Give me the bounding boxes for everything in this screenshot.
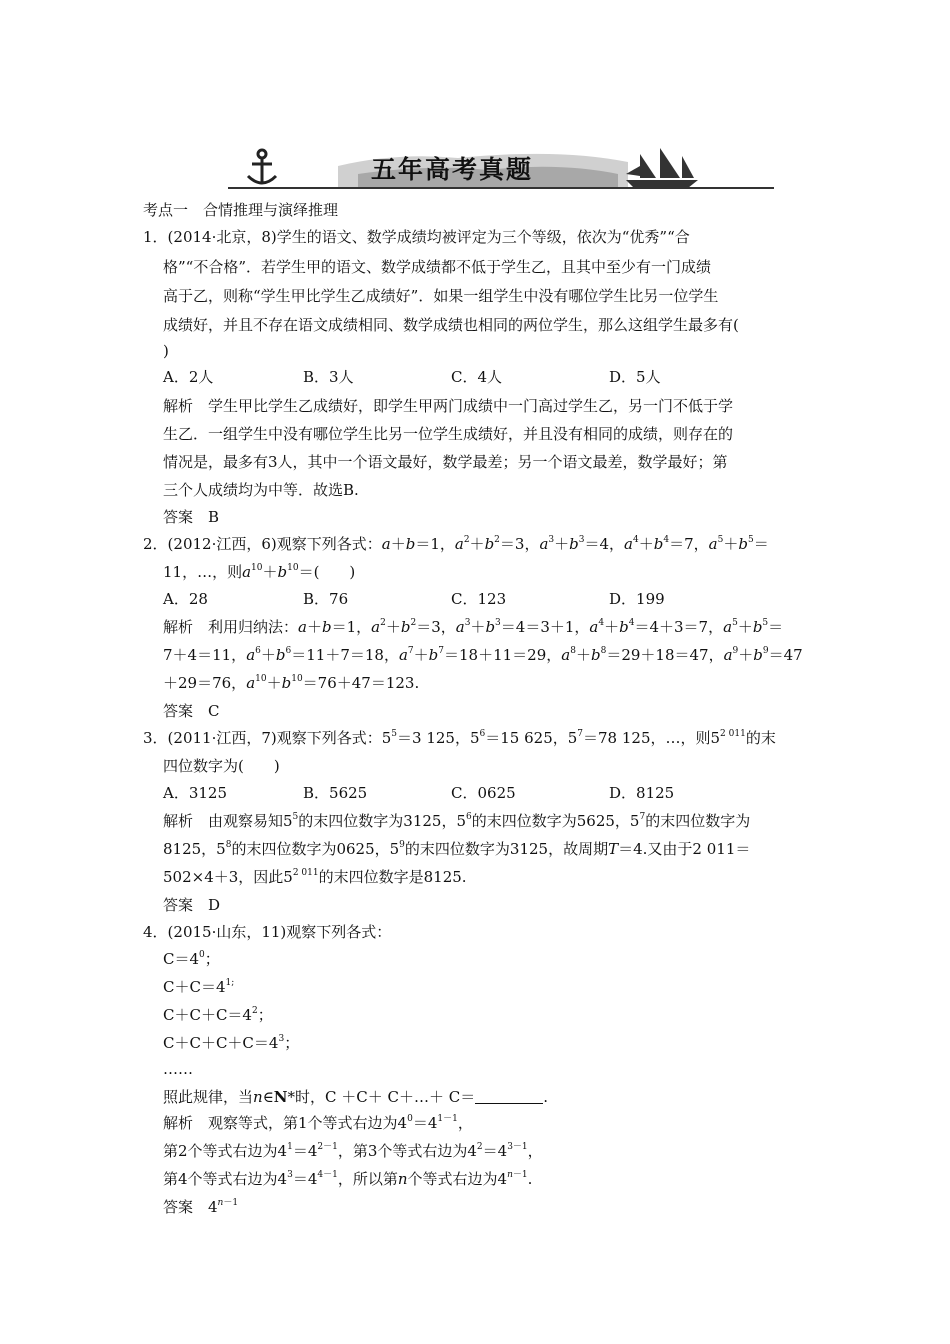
q2-option-d: D．199: [609, 590, 665, 608]
q1-line-4: 成绩好，并且不存在语文成绩相同、数学成绩也相同的两位学生，那么这组学生最多有(: [163, 316, 739, 334]
q2-analysis-2: 7＋4＝11，$a^6+b^6=11+7=18$，$a^7+b^7=18+11=29$，$a^8+b^8=29+18=47$，$a^9+b^9=47$: [163, 646, 803, 664]
q3-line-1: 3．(2011·江西，7)观察下列各式：$5^5=3$ 125，$5^6=15$ 625，$5^7=78$ 125，…，则$5^{2 011}$的末: [143, 729, 776, 747]
q4-formula-4: $C+C+C+C=4^3$；: [163, 1034, 300, 1052]
q4-formula-3: $C+C+C=4^2$；: [163, 1006, 273, 1024]
q2-line-2: 11，…，则$a^{10}+b^{10}=$( ): [163, 563, 356, 581]
q2-option-b: B．76: [303, 590, 349, 608]
q1-option-c: C．4人: [451, 368, 503, 386]
q4-analysis-3: 第4个等式右边为$4^3=4^{4-1}$，所以第n个等式右边为$4^{n-1}$.: [163, 1170, 533, 1188]
q1-answer: 答案 B: [163, 508, 220, 526]
q1-analysis-3: 情况是，最多有3人，其中一个语文最好，数学最差；另一个语文最差，数学最好；第: [163, 453, 728, 471]
q1-line-2: 格”“不合格”．若学生甲的语文、数学成绩都不低于学生乙，且其中至少有一门成绩: [163, 258, 712, 276]
q1-analysis-2: 生乙．一组学生中没有哪位学生比另一位学生成绩好，并且没有相同的成绩，则存在的: [163, 425, 734, 443]
q2-option-c: C．123: [451, 590, 507, 608]
q1-analysis-1: 解析 学生甲比学生乙成绩好，即学生甲两门成绩中一门高过学生乙，另一门不低于学: [163, 397, 734, 415]
q1-line-3: 高于乙，则称“学生甲比学生乙成绩好”．如果一组学生中没有哪位学生比另一位学生: [163, 287, 719, 305]
q4-line-1: 4．(2015·山东，11)观察下列各式：: [143, 923, 392, 941]
q4-analysis-1: 解析 观察等式，第1个等式右边为$4^0=4^{1-1}$，: [163, 1114, 473, 1132]
q4-analysis-2: 第2个等式右边为$4^1=4^{2-1}$，第3个等式右边为$4^2=4^{3-1}$，: [163, 1142, 543, 1160]
q1-line-5: ): [163, 342, 169, 360]
q3-line-2: 四位数字为( ): [163, 757, 280, 775]
q1-analysis-4: 三个人成绩均为中等．故选B.: [163, 481, 359, 499]
q2-analysis-3: ＋29＝76，$a^{10}+b^{10}=76+47=123$.: [163, 674, 420, 692]
q1-option-d: D．5人: [609, 368, 661, 386]
q4-question: 照此规律，当n∈N*时，C ＋C＋ C＋…＋ C＝ .: [163, 1088, 549, 1106]
q1-option-b: B．3人: [303, 368, 354, 386]
answer-blank: [475, 1089, 543, 1104]
q2-line-1: 2．(2012·江西，6)观察下列各式：a＋b＝1，$a^2+b^2=3$，$a^3+b^3=4$，$a^4+b^4=7$，$a^5+b^5=$: [143, 535, 769, 553]
q3-analysis-2: 8125，$5^8$的末四位数字为0625，$5^9$的末四位数字为3125，故周期T＝4.又由于2 011＝: [163, 840, 751, 858]
q4-dots: ……: [163, 1060, 193, 1078]
q4-formula-2: $C+C=4^{1;}$: [163, 978, 235, 996]
anchor-icon: [248, 150, 276, 184]
q4-answer: 答案 $4^{n-1}$: [163, 1198, 239, 1216]
q3-analysis-3: 502×4＋3，因此$5^{2 011}$的末四位数字是8125.: [163, 868, 467, 886]
q4-formula-1: $C=4^0$；: [163, 950, 220, 968]
q1-option-a: A．2人: [163, 368, 214, 386]
q2-answer: 答案 C: [163, 702, 220, 720]
q3-option-b: B．5625: [303, 784, 368, 802]
ship-icon: [626, 148, 698, 188]
q3-answer: 答案 D: [163, 896, 221, 914]
q1-line-1: 1．(2014·北京，8)学生的语文、数学成绩均被评定为三个等级，依次为“优秀”“合: [143, 228, 690, 246]
q3-analysis-1: 解析 由观察易知$5^5$的末四位数字为3125，$5^6$的末四位数字为5625，$5^7$的末四位数字为: [163, 812, 751, 830]
q3-option-d: D．8125: [609, 784, 675, 802]
q4-answer-label: 答案 4: [163, 1198, 218, 1216]
q3-option-a: A．3125: [163, 784, 228, 802]
q2-option-a: A．28: [163, 590, 208, 608]
section-heading: 考点一 合情推理与演绎推理: [143, 201, 339, 219]
page-title: 五年高考真题: [370, 155, 533, 184]
q3-option-c: C．0625: [451, 784, 516, 802]
q2-analysis-1: 解析 利用归纳法：a＋b＝1，$a^2+b^2=3$，$a^3+b^3=4=3+1$，$a^4+b^4=4+3=7$，$a^5+b^5=$: [163, 618, 784, 636]
